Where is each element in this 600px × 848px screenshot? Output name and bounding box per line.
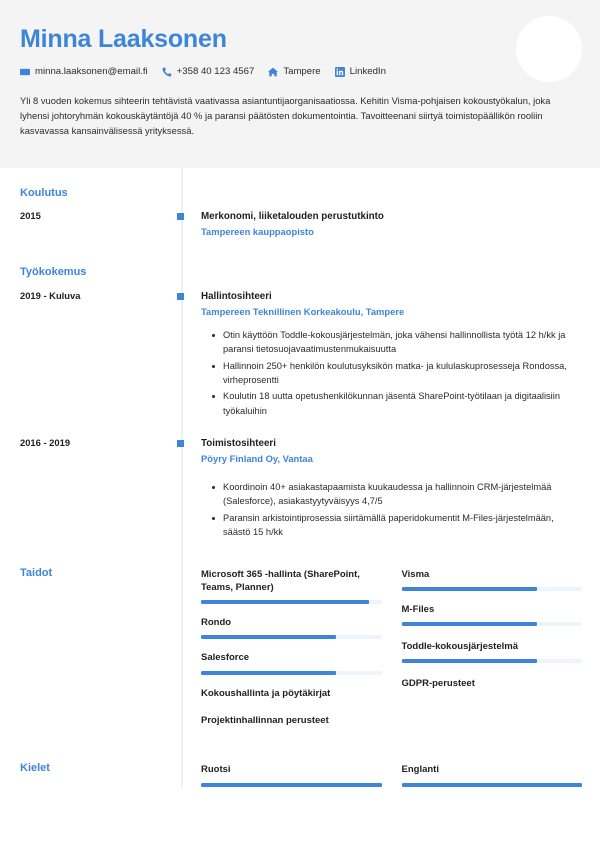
skill-item <box>201 568 382 605</box>
experience-entry-title: Hallintosihteeri <box>201 290 272 302</box>
resume-body <box>0 168 600 787</box>
profile-summary: Yli 8 vuoden kokemus sihteerin tehtävistä vaativassa asiantuntijaorganisaatiossa. Kehitin Visma-pohjaisen kokoustyökalun, joka lyhensi johtoryhmän kokouskäytäntöjä 40 % ja paransi päätösten dokumentointia. Tavoitteenani siirtyä toimistopäällikön rooliin kasvavassa kansainvälisessä yrityksessä. <box>20 94 551 136</box>
section-languages <box>0 741 600 786</box>
email-icon <box>20 67 30 77</box>
language-bar-track <box>201 783 382 787</box>
section-title-skills: Taidot <box>20 566 53 579</box>
skill-item <box>201 616 382 639</box>
language-bar-track <box>402 783 583 787</box>
skill-bar-fill <box>201 635 336 639</box>
section-experience <box>0 239 600 278</box>
skill-bar-fill <box>402 659 537 663</box>
skill-bar-track <box>201 671 382 675</box>
experience-entry-main <box>181 437 600 541</box>
section-education-title-col <box>0 188 181 199</box>
section-skills <box>0 542 600 742</box>
skill-bar-track <box>201 635 382 639</box>
list-item: Paransin arkistointiprosessia siirtämällä paperidokumentit M-Files-järjestelmään, säästö 15 h/kk <box>223 511 582 540</box>
page-title: Minna Laaksonen <box>20 25 227 53</box>
experience-entry-title: Toimistosihteeri <box>201 438 276 450</box>
section-experience-title-col <box>0 267 181 278</box>
skill-item <box>201 651 382 674</box>
skill-bar-track <box>402 622 583 626</box>
skills-content <box>181 568 600 742</box>
skill-bar-fill <box>402 587 537 591</box>
experience-entry <box>0 420 600 541</box>
linkedin-icon <box>335 67 345 77</box>
education-entry-title: Merkonomi, liiketalouden perustutkinto <box>201 211 384 222</box>
experience-entry-org: Tampereen Teknillinen Korkeakoulu, Tampere <box>201 306 405 318</box>
skill-item <box>402 640 583 663</box>
skills-column-left <box>201 568 382 742</box>
skill-label: Kokoushallinta ja pöytäkirjat <box>201 687 331 699</box>
skill-bar-track <box>402 659 583 663</box>
list-item: Koulutin 18 uutta opetushenkilökunnan jäsentä SharePoint-työtilaan ja digitaalisiin työkaluihin <box>223 389 582 418</box>
section-skills-title-col <box>0 568 181 742</box>
skill-bar-fill <box>201 600 369 604</box>
education-entry-org: Tampereen kauppaopisto <box>201 226 314 238</box>
skill-item <box>402 568 583 591</box>
skill-label: GDPR-perusteet <box>401 678 475 690</box>
language-label: Ruotsi <box>201 764 231 776</box>
skill-label: Visma <box>401 568 430 580</box>
skill-bar-fill <box>201 671 336 675</box>
experience-bullet-list <box>201 328 582 418</box>
contact-phone-label: +358 40 123 4567 <box>176 65 255 77</box>
skill-bar-fill <box>402 622 537 626</box>
skill-label: Rondo <box>201 617 232 629</box>
contact-linkedin-label: LinkedIn <box>349 65 386 77</box>
list-item: Otin käyttöön Toddle-kokousjärjestelmän, joka vähensi hallinnollista työtä 12 h/kk ja paransi tietosuojavaatimustenmukaisuutta <box>223 328 582 357</box>
experience-bullet-list <box>201 480 582 540</box>
contact-phone[interactable] <box>162 67 255 77</box>
entry-marker-icon <box>177 293 184 300</box>
skill-label: M-Files <box>401 603 435 615</box>
experience-entry-date: 2019 - Kuluva <box>20 289 81 301</box>
language-item <box>201 763 382 786</box>
experience-entry <box>0 278 600 420</box>
skill-label: Toddle-kokousjärjestelmä <box>401 641 518 653</box>
languages-grid <box>201 763 582 786</box>
contact-row <box>20 67 580 77</box>
contact-location-label: Tampere <box>283 65 321 77</box>
contact-email-label: minna.laaksonen@email.fi <box>35 65 148 77</box>
section-title-experience: Työkokemus <box>20 265 87 278</box>
section-title-education: Koulutus <box>20 187 68 199</box>
resume-header <box>0 0 600 168</box>
languages-content <box>181 763 600 786</box>
section-languages-title-col <box>0 763 181 786</box>
section-title-languages: Kielet <box>20 762 50 775</box>
experience-entry-date: 2016 - 2019 <box>20 437 71 449</box>
skill-item <box>201 687 382 700</box>
section-education <box>0 168 600 199</box>
skill-label: Salesforce <box>201 652 250 664</box>
home-icon <box>268 67 278 77</box>
entry-marker-icon <box>177 440 184 447</box>
avatar <box>516 16 582 82</box>
entry-marker-icon <box>177 213 184 220</box>
language-bar-fill <box>402 783 583 787</box>
skill-bar-track <box>201 600 382 604</box>
skill-item <box>201 714 382 727</box>
contact-location[interactable] <box>268 67 320 77</box>
skill-bar-track <box>402 587 583 591</box>
skill-item <box>402 603 583 626</box>
language-item <box>402 763 583 786</box>
skill-label: Microsoft 365 -hallinta (SharePoint, Teams, Planner) <box>201 568 360 593</box>
education-entry-date: 2015 <box>20 210 41 221</box>
list-item: Hallinnoin 250+ henkilön koulutusyksikön matka- ja kululaskuprosesseja Rondossa, virheprosentti <box>223 359 582 388</box>
education-entry <box>0 199 600 239</box>
education-entry-main <box>181 210 600 239</box>
skill-label: Projektinhallinnan perusteet <box>201 715 329 727</box>
language-bar-fill <box>201 783 382 787</box>
skills-column-right <box>402 568 583 742</box>
skill-item <box>402 677 583 690</box>
contact-linkedin[interactable] <box>335 67 386 77</box>
list-item: Koordinoin 40+ asiakastapaamista kuukaudessa ja hallinnoin CRM-järjestelmää (Salesforce), asiakastyytyväisyys 4,7/5 <box>223 480 582 509</box>
contact-email[interactable] <box>20 67 148 77</box>
skills-grid <box>201 568 582 742</box>
language-label: Englanti <box>401 764 439 776</box>
phone-icon <box>162 67 172 77</box>
experience-entry-org: Pöyry Finland Oy, Vantaa <box>201 453 313 465</box>
experience-entry-main <box>181 290 600 420</box>
